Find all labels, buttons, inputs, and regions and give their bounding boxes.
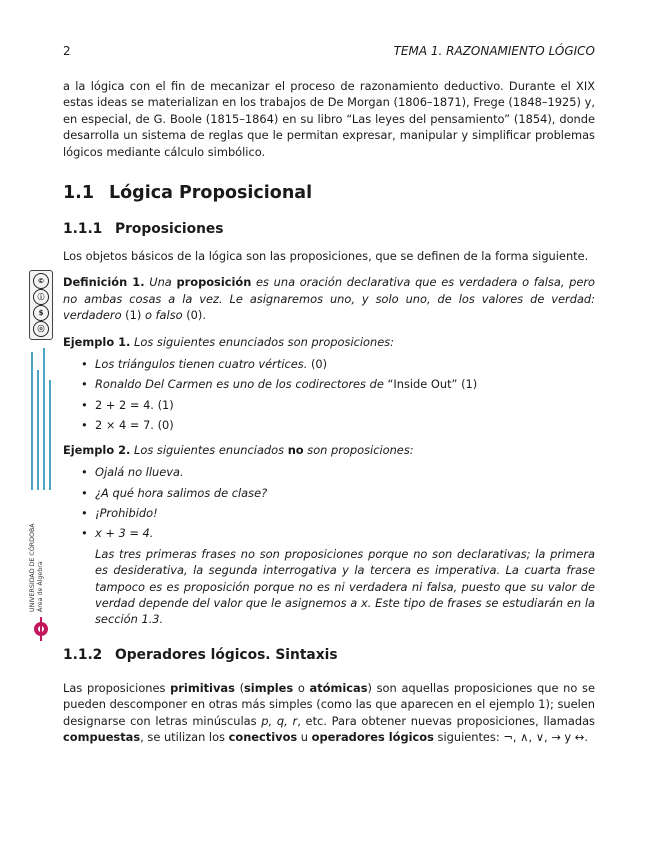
- example-intro: Los siguientes enunciados son proposiciones:: [134, 334, 395, 349]
- paragraph-text: o: [297, 680, 305, 695]
- paragraph-text: Las proposiciones: [63, 680, 166, 695]
- subsection-title: Operadores lógicos. Sintaxis: [115, 646, 338, 663]
- definition-1: [63, 274, 595, 323]
- truth-value: (0).: [186, 308, 206, 323]
- truth-value: (0): [310, 357, 328, 372]
- term-operadores: operadores lógicos: [311, 729, 434, 744]
- intro-paragraph: a la lógica con el fin de mecanizar el proceso de razonamiento deductivo. Durante el XIX estas ideas se materializan en los trabajos de De Morgan (1806–1871), Frege (1848–1925) y, en especial, de G. Boole (1815–1864) en su libro “Las leyes del pensamiento” (1854), donde desarrolla un sistema de reglas que le permitan expresar, manipular y simplificar problemas lógicos mediante cálculo simbólico.: [63, 79, 595, 159]
- list-item: • 2 + 2 = 4. (1): [81, 397, 174, 412]
- paragraph-text: (: [239, 680, 245, 695]
- example-1: [63, 334, 595, 350]
- by-icon: ⓘ: [33, 289, 49, 305]
- list-item: • Ojalá no llueva.: [81, 465, 184, 480]
- list-item: • ¡Prohibido!: [81, 505, 158, 520]
- list-item-text: Ojalá no llueva.: [95, 465, 184, 480]
- paragraph-text: ) son aquellas proposiciones que no se pueden descomponer en otras más simples (como las que aparecen en el ejemplo 1); suelen designarse con letras minúsculas: [63, 680, 595, 728]
- sa-icon: ⓞ: [33, 321, 49, 337]
- list-item-text: Los triángulos tienen cuatro vértices.: [95, 357, 308, 372]
- page-body: [63, 78, 595, 745]
- truth-value: (1): [157, 397, 174, 412]
- definition-label: Definición 1.: [63, 275, 145, 290]
- example-2-list: [63, 464, 595, 542]
- running-title: TEMA 1. RAZONAMIENTO LÓGICO: [393, 44, 595, 58]
- term-atomicas: atómicas: [309, 680, 368, 695]
- university-credit: [29, 523, 57, 612]
- list-item-text: 2 + 2 = 4.: [95, 397, 154, 412]
- list-item: • Los triángulos tienen cuatro vértices. (0): [81, 357, 328, 372]
- example-label: Ejemplo 1.: [63, 334, 131, 349]
- list-item: • x + 3 = 4.: [81, 526, 154, 541]
- variables: p, q, r: [261, 713, 298, 728]
- list-item-quote: “Inside Out”: [387, 377, 458, 392]
- lead-paragraph: Los objetos básicos de la lógica son las proposiciones, que se definen de la forma siguiente.: [63, 249, 589, 264]
- example-2-explanation: Las tres primeras frases no son proposiciones porque no son declarativas; la primera es desiderativa, la segunda interrogativa y la tercera es imperativa. La cuarta frase tampoco es es proposición porque no es ni verdadera ni falsa, puesto que su valor de verdad depende del valor que le asignemos a x. Este tipo de frases se estudiarán en la sección 1.3.: [95, 546, 595, 627]
- creative-commons-icon[interactable]: [29, 270, 53, 340]
- subsection-number: 1.1.2: [63, 646, 103, 663]
- list-item: • Ronaldo Del Carmen es uno de los codirectores de “Inside Out” (1): [81, 377, 478, 392]
- list-item-text: Ronaldo Del Carmen es uno de los codirectores de: [95, 377, 384, 392]
- section-title: Lógica Proposicional: [109, 183, 313, 204]
- list-item-text: 2 × 4 = 7.: [95, 418, 154, 433]
- section-heading: [63, 182, 595, 204]
- truth-value: (1): [461, 377, 478, 392]
- subsection-title: Proposiciones: [115, 221, 224, 238]
- paragraph-text: , se utilizan los: [140, 729, 225, 744]
- subsection-number: 1.1.1: [63, 221, 103, 238]
- truth-value: (0): [157, 418, 174, 433]
- definition-text: verdadero: [63, 308, 122, 323]
- definition-text: Una: [149, 275, 172, 290]
- list-item-text: x + 3 = 4.: [95, 526, 154, 541]
- page-number: 2: [63, 44, 71, 58]
- example-emphasis: no: [287, 442, 304, 457]
- university-credit-text: UNIVERSIDAD DE CÓRDOBA Área de Álgebra: [29, 523, 44, 612]
- term-conectivos: conectivos: [228, 729, 298, 744]
- definition-text: o: [144, 308, 152, 323]
- example-1-list: [63, 356, 595, 434]
- license-link-text[interactable]: [29, 348, 55, 490]
- section-number: 1.1: [63, 183, 95, 204]
- cc-icon: ©: [33, 273, 49, 289]
- example-intro: Los siguientes enunciados: [134, 442, 285, 457]
- definition-term: proposición: [176, 275, 252, 290]
- list-item-text: ¿A qué hora salimos de clase?: [95, 485, 268, 500]
- nc-icon: $: [33, 305, 49, 321]
- list-item: • ¿A qué hora salimos de clase?: [81, 485, 268, 500]
- definition-text: falso: [155, 308, 183, 323]
- term-simples: simples: [244, 680, 294, 695]
- paragraph-text: u: [300, 729, 309, 744]
- university-logo-icon: [33, 614, 49, 644]
- list-item-text: ¡Prohibido!: [95, 505, 158, 520]
- example-intro: son proposiciones:: [307, 442, 414, 457]
- example-label: Ejemplo 2.: [63, 442, 131, 457]
- subsection-heading-2: [63, 646, 595, 664]
- truth-value: (1): [125, 308, 142, 323]
- definition-text: es una oración declarativa que es verdadera o falsa, pero no ambas cosas a la vez. Le asignaremos uno, y solo uno, de los valores de verdad:: [63, 275, 596, 306]
- list-item: • 2 × 4 = 7. (0): [81, 418, 174, 433]
- operators-paragraph: [63, 680, 595, 746]
- subsection-heading-1: [63, 220, 595, 238]
- term-primitivas: primitivas: [170, 680, 235, 695]
- paragraph-text: , etc. Para obtener nuevas proposiciones, llamadas: [297, 713, 595, 728]
- example-2: [63, 442, 595, 458]
- term-compuestas: compuestas: [63, 729, 141, 744]
- paragraph-text: siguientes: ¬, ∧, ∨, → y ↔.: [437, 729, 588, 744]
